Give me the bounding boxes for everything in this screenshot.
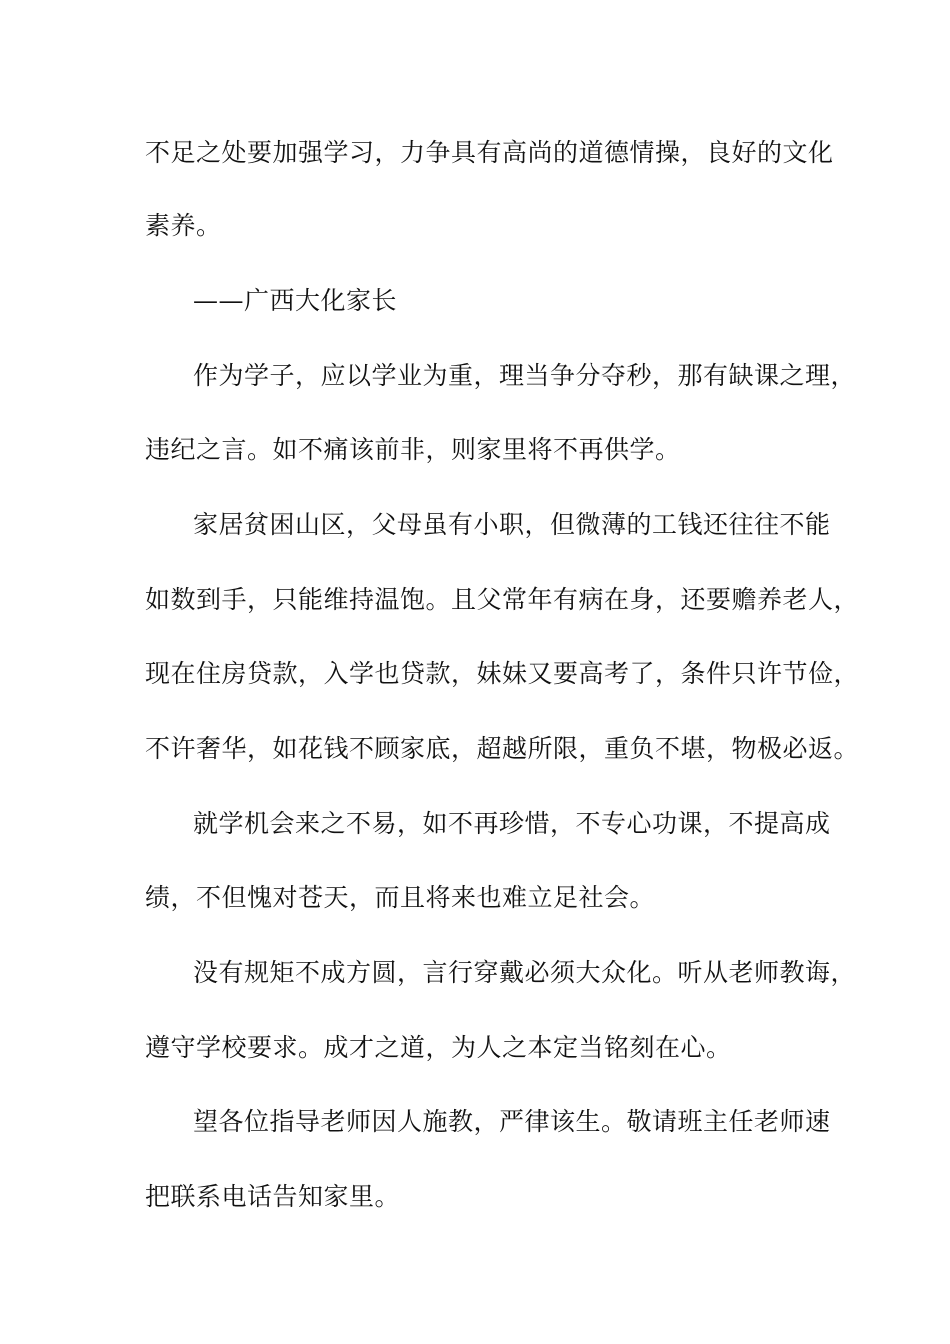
text-line: 不许奢华，如花钱不顾家底，超越所限，重负不堪，物极必返。 [145,734,860,763]
paragraph-start: 就学机会来之不易，如不再珍惜，不专心功课，不提高成 [193,809,831,838]
paragraph-start: 没有规矩不成方圆，言行穿戴必须大众化。听从老师教诲， [193,958,857,987]
signature-line: ——广西大化家长 [193,286,398,315]
paragraph-start: 家居贫困山区，父母虽有小职，但微薄的工钱还往往不能 [193,510,831,539]
paragraph-start: 望各位指导老师因人施教，严律该生。敬请班主任老师速 [193,1107,831,1136]
text-line: 素养。 [145,211,222,240]
text-line: 绩，不但愧对苍天，而且将来也难立足社会。 [145,883,656,912]
text-line: 遵守学校要求。成才之道，为人之本定当铭刻在心。 [145,1033,732,1062]
text-line: 不足之处要加强学习，力争具有高尚的道德情操，良好的文化 [145,138,834,167]
text-line: 现在住房贷款，入学也贷款，妹妹又要高考了，条件只许节俭， [145,659,860,688]
text-line: 违纪之言。如不痛该前非，则家里将不再供学。 [145,435,681,464]
text-line: 把联系电话告知家里。 [145,1182,401,1211]
text-line: 如数到手，只能维持温饱。且父常年有病在身，还要赡养老人， [145,585,860,614]
paragraph-start: 作为学子，应以学业为重，理当争分夺秒，那有缺课之理， [193,361,857,390]
